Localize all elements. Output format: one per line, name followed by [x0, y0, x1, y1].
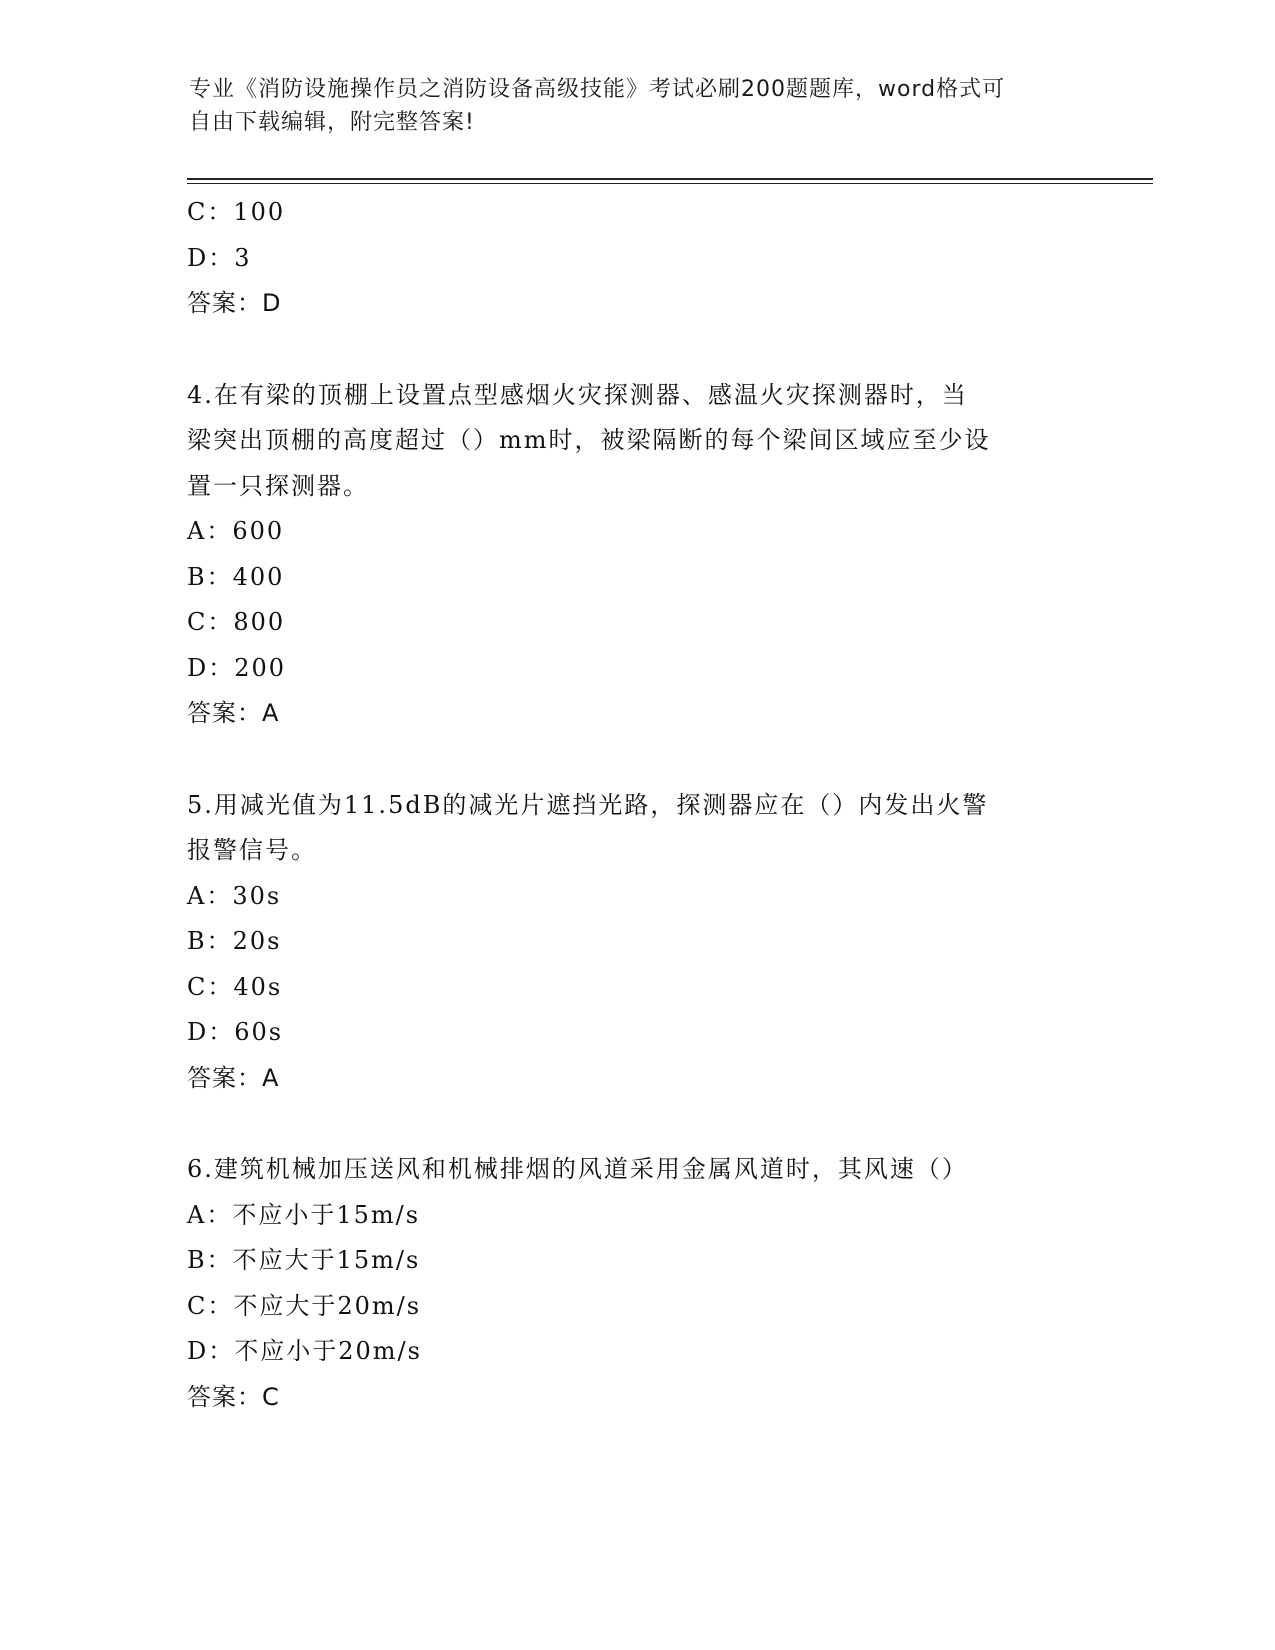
question-text-line: 6.建筑机械加压送风和机械排烟的风道采用金属风道时，其风速（） — [187, 1155, 968, 1183]
option-a: A：不应小于15m/s — [187, 1200, 421, 1229]
question-list — [187, 190, 1087, 1420]
page-header — [189, 73, 1069, 139]
option-c: C：40s — [187, 972, 283, 1001]
question-text-line: 置一只探测器。 — [187, 471, 369, 500]
header-divider-thin — [187, 183, 1153, 184]
answer-line: 答案：A — [187, 1063, 280, 1092]
option-c: C：800 — [187, 608, 286, 636]
option-d: D：200 — [187, 653, 287, 682]
answer-line: 答案：C — [187, 1382, 280, 1411]
option-c: C：100 — [187, 198, 286, 226]
question-3-tail — [187, 190, 1087, 327]
question-6 — [187, 1147, 1087, 1420]
header-line-2: 自由下载编辑，附完整答案! — [189, 110, 475, 135]
answer-line: 答案：A — [187, 699, 280, 727]
option-d: D：不应小于20m/s — [187, 1337, 422, 1365]
option-b: B：不应大于15m/s — [187, 1246, 421, 1274]
question-5 — [187, 783, 1087, 1102]
option-b: B：400 — [187, 562, 285, 591]
question-text-line: 报警信号。 — [187, 836, 317, 864]
option-d: D：3 — [187, 243, 252, 272]
option-a: A：30s — [187, 881, 282, 910]
option-c: C：不应大于20m/s — [187, 1291, 422, 1320]
option-d: D：60s — [187, 1018, 284, 1046]
question-text-line: 5.用减光值为11.5dB的减光片遮挡光路，探测器应在（）内发出火警 — [187, 790, 989, 819]
header-divider-thick — [187, 178, 1153, 180]
question-4 — [187, 373, 1087, 737]
option-a: A：600 — [187, 517, 285, 545]
answer-line: 答案：D — [187, 289, 282, 317]
question-text-line: 梁突出顶棚的高度超过（）mm时，被梁隔断的每个梁间区域应至少设 — [187, 426, 991, 454]
option-b: B：20s — [187, 927, 282, 955]
question-text-line: 4.在有梁的顶棚上设置点型感烟火灾探测器、感温火灾探测器时，当 — [187, 380, 968, 409]
header-line-1: 专业《消防设施操作员之消防设备高级技能》考试必刷200题题库，word格式可 — [189, 77, 1006, 102]
